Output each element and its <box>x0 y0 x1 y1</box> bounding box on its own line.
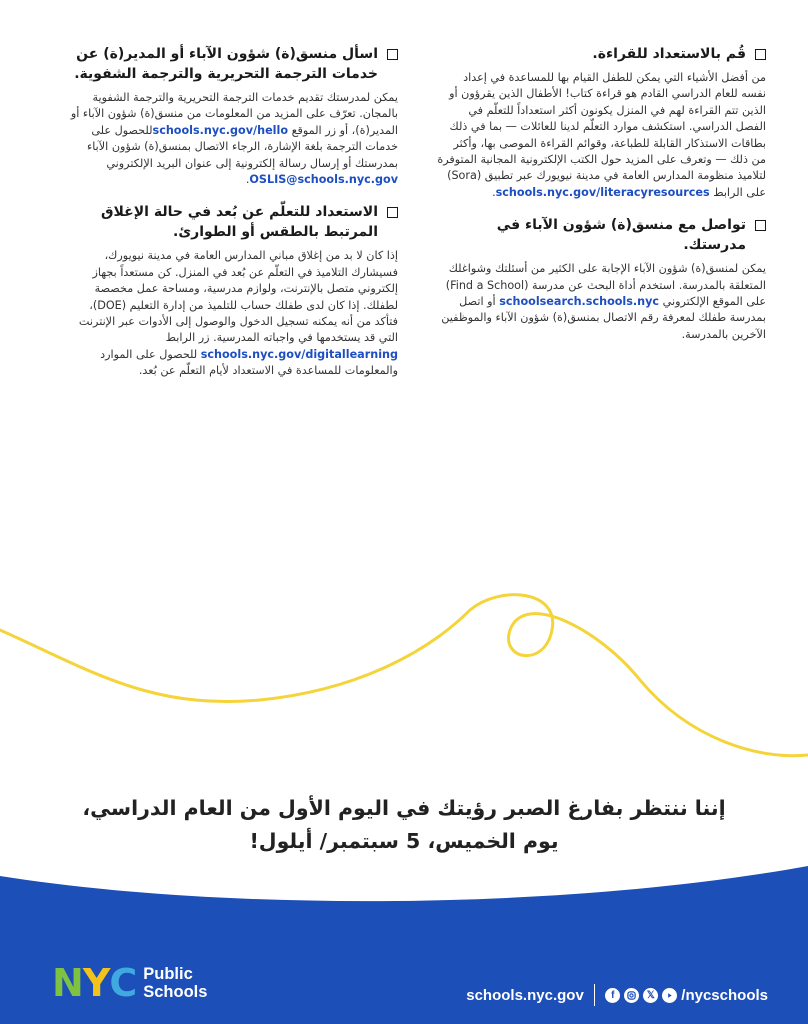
section-heading <box>436 44 766 64</box>
checkbox-icon[interactable] <box>755 220 766 231</box>
facebook-icon[interactable]: f <box>605 988 620 1003</box>
heading-text: قُم بالاستعداد للقراءة. <box>592 46 746 62</box>
section-body <box>436 70 766 201</box>
section-body <box>68 90 398 188</box>
hello-link[interactable]: schools.nyc.gov/hello <box>152 123 289 137</box>
logo-line-2: Schools <box>143 983 208 1001</box>
section-parent-coordinator <box>436 215 766 343</box>
section-reading <box>436 44 766 201</box>
body-text: يمكن لمنسق(ة) شؤون الآباء الإجابة على الكثير من أسئلتك وشواغلك المتعلقة بالمدرسة. استخدم أداة البحث عن مدرسة (Find a School) على الموقع الإلكتروني <box>445 262 766 309</box>
oslis-email-link[interactable]: OSLIS@schools.nyc.gov <box>249 173 398 187</box>
footer-links <box>466 984 768 1006</box>
body-text: إذا كان لا بد من إغلاق مباني المدارس العامة في مدينة نيويورك، فسيشارك التلاميذ في التعلّم عن بُعد في المنزل. كن مستعداً بجهاز إلكتروني متصل بالإنترنت، ولوازم مدرسية، ومساحة عمل مخصصة لطفلك. إذا كان لدى طفلك حساب للتلميذ من إدارة التعليم (DOE)، فتأكد من أنه يمكنه تسجيل الدخول والوصول إلى الأدوات عبر الإنترنت التي قد يستخدمها في واجباته المدرسية. زر الرابط <box>78 249 398 345</box>
body-text-end: أو اتصل بمدرسة طفلك لمعرفة رقم الاتصال بمنسق(ة) شؤون الآباء والموظفين الآخرين بالمدرسة. <box>441 295 766 341</box>
decorative-swirl <box>0 590 808 780</box>
logo-letter-c: C <box>109 961 136 1005</box>
literacy-resources-link[interactable]: schools.nyc.gov/literacyresources <box>495 185 710 199</box>
footer <box>0 950 808 1024</box>
logo-line-1: Public <box>143 965 193 983</box>
heading-text: الاستعداد للتعلّم عن بُعد في حالة الإغلاق المرتبط بالطقس أو الطوارئ. <box>101 204 378 241</box>
closing-message <box>40 792 768 858</box>
checkbox-icon[interactable] <box>387 207 398 218</box>
school-search-link[interactable]: schoolsearch.schools.nyc <box>499 295 660 309</box>
closing-line-2: يوم الخميس، 5 سبتمبر/ أيلول! <box>249 829 559 853</box>
right-column <box>436 44 766 357</box>
website-link[interactable]: schools.nyc.gov <box>466 986 584 1004</box>
body-text-mid: للحصول على خدمات الترجمة بلغة الإشارة، الرجاء الاتصال بمنسق(ة) شؤون الآباء بمدرستك أو إرسال رسالة إلكترونية إلى عنوان البريد الإلكتروني <box>87 123 398 170</box>
section-heading <box>68 44 398 84</box>
section-heading <box>68 202 398 242</box>
heading-text: اسأل منسق(ة) شؤون الآباء أو المدير(ة) عن خدمات الترجمة التحريرية والترجمة الشفوية. <box>74 46 378 82</box>
logo-letter-n: N <box>52 961 82 1005</box>
nyc-public-schools-logo[interactable] <box>52 961 208 1005</box>
body-text-end: . <box>245 173 250 187</box>
checkbox-icon[interactable] <box>387 49 398 60</box>
section-remote-learning <box>68 202 398 379</box>
divider <box>594 984 596 1006</box>
checkbox-icon[interactable] <box>755 49 766 60</box>
x-icon[interactable]: 𝕏 <box>643 988 658 1003</box>
body-text-end: . <box>492 185 496 199</box>
heading-text: تواصل مع منسق(ة) شؤون الآباء في مدرستك. <box>496 217 746 254</box>
body-text: من أفضل الأشياء التي يمكن للطفل القيام بها للمساعدة في إعداد نفسه للعام الدراسي القادم هو قراءة كتاب! الأطفال الذين يقرؤون أو الذين تتم القراءة لهم في المنزل يكونون أكثر استعداداً للتعلّم في الفصل الدراسي. استكشف موارد التعلّم لدينا للعائلات — بما في ذلك بطاقات الاستذكار القابلة للطباعة، وقوائم القراءة الموصى بها، وأكثر من ذلك — وتعرف على المزيد حول الكتب الإلكترونية المجانية المتوفرة لتلاميذ منظومة المدارس العامة في مدينة نيويورك عبر تطبيق (Sora) على الرابط <box>437 71 766 199</box>
social-handle[interactable]: /nycschools <box>681 986 768 1004</box>
instagram-icon[interactable] <box>624 988 639 1003</box>
logo-letter-y: Y <box>82 961 109 1005</box>
nyc-logo-letters <box>52 961 136 1005</box>
logo-text <box>143 965 207 1001</box>
left-column <box>68 44 398 394</box>
body-text-end: للحصول على الموارد والمعلومات للمساعدة في الاستعداد لأيام التعلّم عن بُعد. <box>100 347 398 378</box>
section-body <box>68 248 398 379</box>
closing-line-1: إننا ننتظر بفارغ الصبر رؤيتك في اليوم الأول من العام الدراسي، <box>82 796 726 820</box>
youtube-icon[interactable] <box>662 988 677 1003</box>
body-text: يمكن لمدرستك تقديم خدمات الترجمة التحريرية والترجمة الشفوية بالمجان. تعرّف على المزيد من المعلومات من منسق(ة) شؤون الآباء أو المدير(ة)، أو زر الموقع <box>70 91 398 137</box>
digital-learning-link[interactable]: schools.nyc.gov/digitallearning <box>200 347 398 361</box>
section-translation <box>68 44 398 188</box>
section-body <box>436 261 766 343</box>
section-heading <box>436 215 766 255</box>
social-icons <box>605 988 677 1003</box>
